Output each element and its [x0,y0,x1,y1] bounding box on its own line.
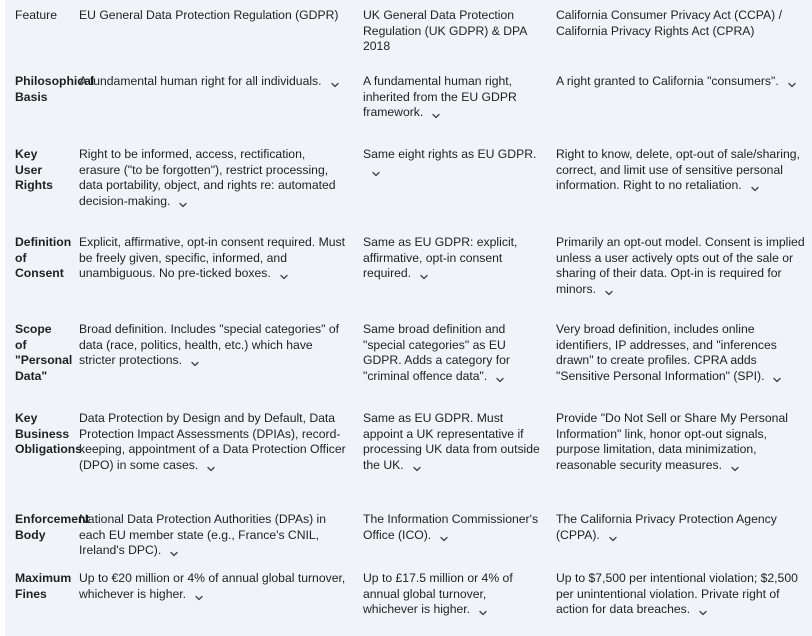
table-row [5,60,812,132]
chevron-down-icon[interactable] [326,76,344,94]
table-cell [69,60,353,132]
chevron-down-icon[interactable] [474,604,492,622]
cell-text: A fundamental human right, inherited from the EU GDPR framework. [363,74,517,120]
table-cell [69,220,353,307]
chevron-down-icon[interactable] [408,460,426,478]
table-row [5,132,812,220]
comparison-table-container [5,0,812,636]
table-cell [69,307,353,395]
row-label: Key Business Obligations [15,411,83,457]
cell-text: The Information Commissioner's Office (ICO). [363,512,539,542]
cell-text: Same as EU GDPR: explicit, affirmative, opt-in consent required. [363,235,518,281]
cell-text: Same broad definition and "special categories" as EU GDPR. Adds a category for "criminal offence data". [363,322,510,383]
chevron-down-icon[interactable] [174,196,192,214]
cell-text: Up to £17.5 million or 4% of annual global turnover, whichever is higher. [363,571,513,617]
cell-text: Primarily an opt-out model. Consent is implied unless a user actively opts out of the sale or sharing of their data. Opt-in is required for minors. [556,235,805,296]
table-cell [546,132,812,220]
table-cell [546,395,812,497]
row-label: Enforcement Body [15,512,90,542]
cell-text: Up to $7,500 per intentional violation; $2,500 per unintentional violation. Private right of action for data breaches. [556,571,798,617]
table-cell [353,132,546,220]
chevron-down-icon[interactable] [694,604,712,622]
chevron-down-icon[interactable] [186,355,204,373]
chevron-down-icon[interactable] [165,545,183,563]
table-cell [353,60,546,132]
chevron-down-icon[interactable] [367,165,385,183]
header-feature: Feature [15,8,58,22]
cell-text: A fundamental human right for all individuals. [79,74,322,88]
chevron-down-icon[interactable] [190,589,208,607]
table-cell [546,307,812,395]
row-label: Philosophical Basis [15,74,95,104]
table-cell [353,497,546,569]
table-cell [546,60,812,132]
table-row [5,395,812,497]
cell-text: The California Privacy Protection Agency (CPPA). [556,512,777,542]
chevron-down-icon[interactable] [768,371,786,389]
table-cell [69,497,353,569]
table-row [5,569,812,636]
table-row [5,220,812,307]
table-cell [353,307,546,395]
chevron-down-icon[interactable] [783,76,801,94]
cell-text: National Data Protection Authorities (DPAs) in each EU member state (e.g., France's CNIL, Ireland's DPC). [79,512,327,558]
chevron-down-icon[interactable] [604,530,622,548]
row-label: Scope of "Personal Data" [15,322,73,383]
chevron-down-icon[interactable] [202,460,220,478]
header-uk-gdpr: UK General Data Protection Regulation (UK GDPR) & DPA 2018 [363,8,527,54]
row-label: Definition of Consent [15,235,72,281]
cell-text: Up to €20 million or 4% of annual global turnover, whichever is higher. [79,571,346,601]
chevron-down-icon[interactable] [415,268,433,286]
comparison-table [5,0,812,636]
table-header-row [5,0,812,60]
cell-text: Provide "Do Not Sell or Share My Personal Information" link, honor opt-out signals, purpose limitation, data minimization, reasonable security measures. [556,411,788,472]
row-label: Key User Rights [15,147,53,193]
cell-text: Same eight rights as EU GDPR. [363,147,537,161]
table-cell [353,220,546,307]
chevron-down-icon[interactable] [491,371,509,389]
row-label: Maximum Fines [15,571,72,601]
cell-text: Same as EU GDPR. Must appoint a UK representative if processing UK data from outside the UK. [363,411,540,472]
chevron-down-icon[interactable] [435,530,453,548]
chevron-down-icon[interactable] [275,268,293,286]
header-ccpa-cpra: California Consumer Privacy Act (CCPA) / California Privacy Rights Act (CPRA) [556,8,782,38]
table-cell [353,395,546,497]
cell-text: Right to know, delete, opt-out of sale/sharing, correct, and limit use of sensitive personal information. Right to no retaliation. [556,147,800,193]
chevron-down-icon[interactable] [726,460,744,478]
chevron-down-icon[interactable] [600,284,618,302]
chevron-down-icon[interactable] [427,107,445,125]
cell-text: Broad definition. Includes "special categories" of data (race, politics, health, etc.) which have stricter protections. [79,322,340,368]
table-cell [353,569,546,636]
cell-text: Very broad definition, includes online identifiers, IP addresses, and "inferences drawn" to create profiles. CPRA adds "Sensitive Personal Information" (SPI). [556,322,777,383]
table-row [5,497,812,569]
cell-text: Data Protection by Design and by Default, Data Protection Impact Assessments (DPIAs), record-keeping, appointment of a Data Protection Officer (DPO) in some cases. [79,411,346,472]
header-eu-gdpr: EU General Data Protection Regulation (GDPR) [79,8,339,22]
table-cell [546,220,812,307]
table-cell [546,497,812,569]
cell-text: Right to be informed, access, rectification, erasure ("to be forgotten"), restrict processing, data portability, object, and rights re: automated decision-making. [79,147,336,208]
table-cell [546,569,812,636]
chevron-down-icon[interactable] [746,180,764,198]
cell-text: A right granted to California "consumers". [556,74,779,88]
table-row [5,307,812,395]
table-cell [69,132,353,220]
table-cell [69,569,353,636]
cell-text: Explicit, affirmative, opt-in consent required. Must be freely given, specific, informed, and unambiguous. No pre-ticked boxes. [79,235,345,281]
table-cell [69,395,353,497]
